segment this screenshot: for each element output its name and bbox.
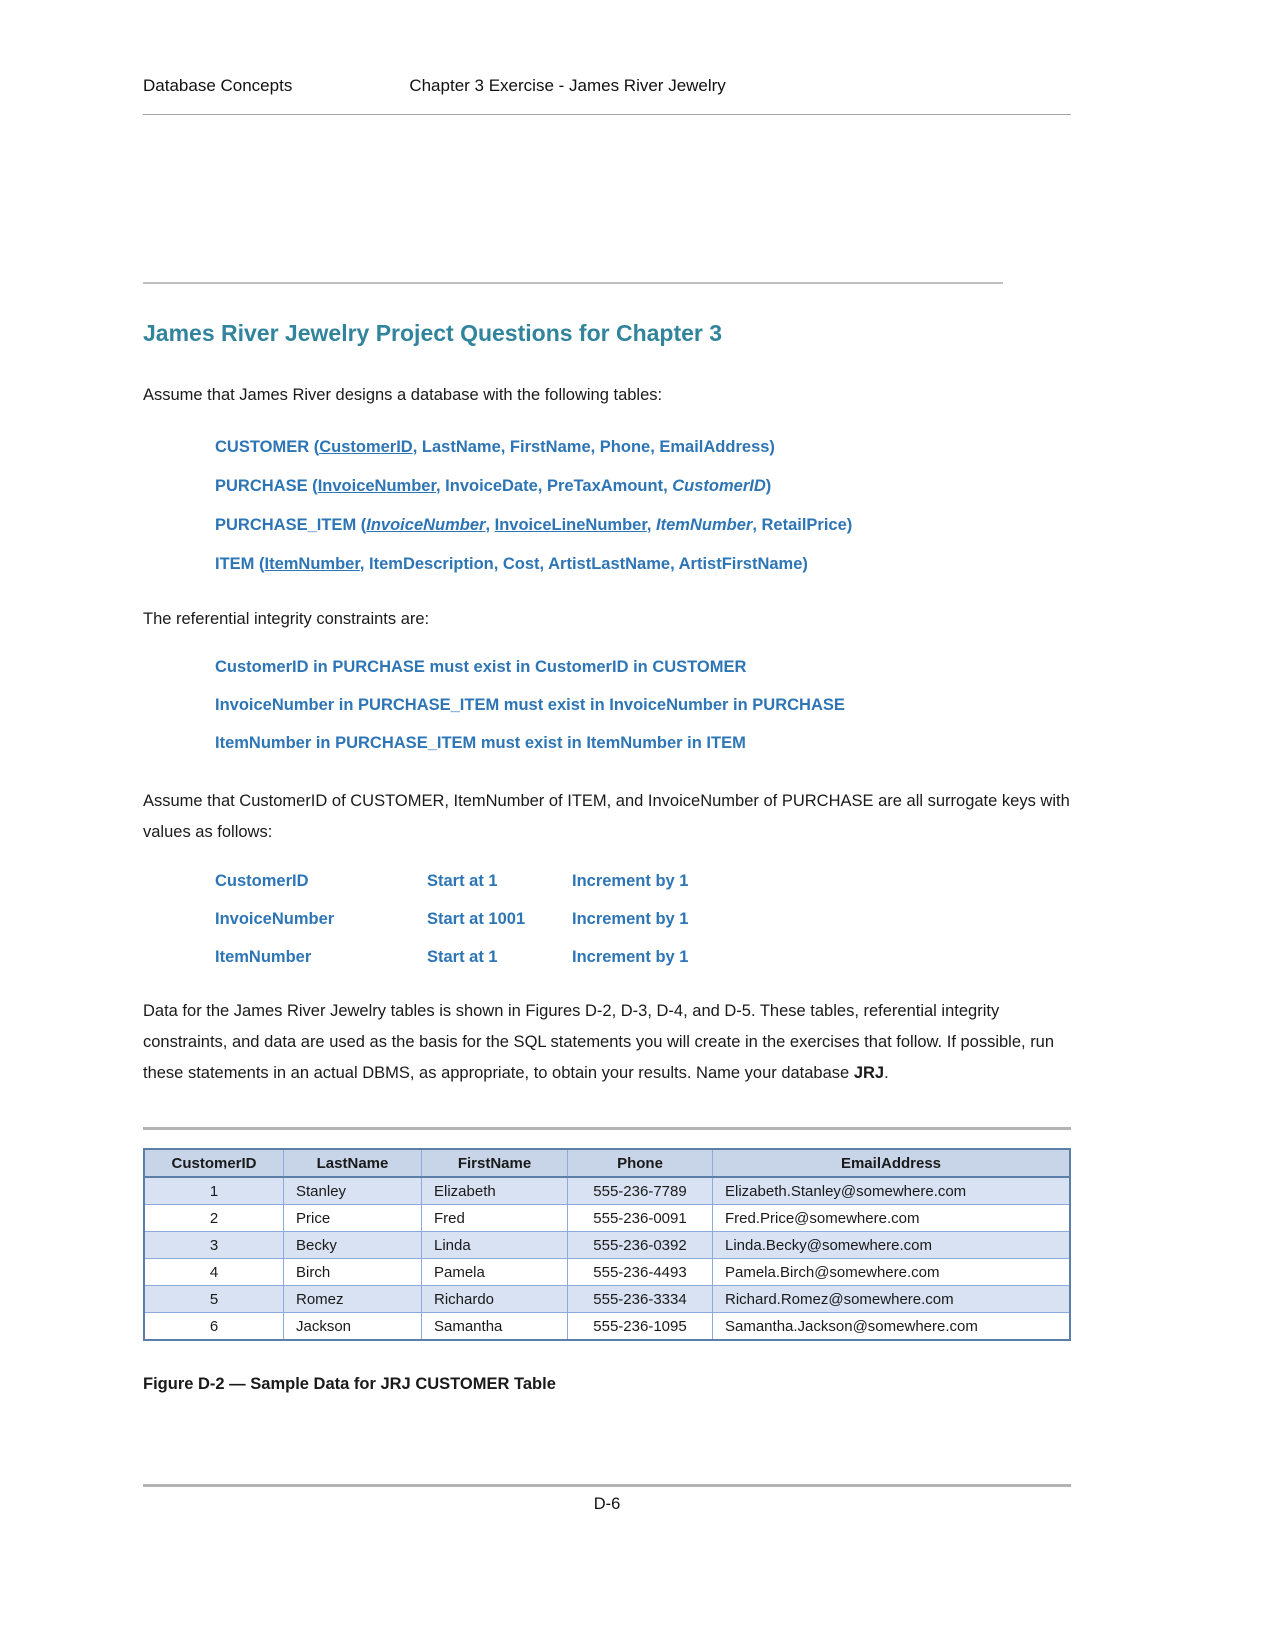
table-row	[144, 1232, 1070, 1259]
cell-first-name: Elizabeth	[422, 1177, 568, 1205]
surrogate-key-name: ItemNumber	[215, 948, 312, 966]
cell-last-name: Stanley	[284, 1177, 422, 1205]
table-row	[144, 1313, 1070, 1341]
cell-customer-id: 1	[144, 1177, 284, 1205]
page-number: D-6	[593, 1495, 621, 1513]
cell-phone: 555-236-7789	[568, 1177, 713, 1205]
table-row	[144, 1177, 1070, 1205]
running-header	[143, 76, 1071, 96]
table-row	[144, 1286, 1070, 1313]
col-header-email-address: EmailAddress	[713, 1149, 1071, 1177]
cell-email-address: Linda.Becky@somewhere.com	[713, 1232, 1071, 1259]
schema-text: PURCHASE_ITEM (	[215, 516, 367, 534]
surrogate-intro-paragraph: Assume that CustomerID of CUSTOMER, ItemNumber of ITEM, and InvoiceNumber of PURCHASE are all surrogate keys with values as follows:	[143, 792, 1070, 841]
surrogate-key-start: Start at 1	[427, 948, 498, 966]
data-note-text: .	[884, 1064, 889, 1082]
data-note-text: Data for the James River Jewelry tables is shown in Figures D-2, D-3, D-4, and D-5. These tables, referential integrity constraints, and data are used as the basis for the SQL statements you will create in the exercises that follow. If possible, run these statements in an actual DBMS, as appropriate, to obtain your results. Name your database	[143, 1002, 1055, 1082]
surrogate-key-increment: Increment by 1	[572, 910, 689, 928]
cell-last-name: Romez	[284, 1286, 422, 1313]
cell-email-address: Pamela.Birch@somewhere.com	[713, 1259, 1071, 1286]
header-rule	[143, 114, 1071, 115]
schema-purchase	[215, 467, 1071, 506]
constraint-line: InvoiceNumber in PURCHASE_ITEM must exist in InvoiceNumber in PURCHASE	[215, 696, 845, 714]
col-header-customer-id: CustomerID	[144, 1149, 284, 1177]
cell-phone: 555-236-0091	[568, 1205, 713, 1232]
schema-text: , ItemDescription, Cost, ArtistLastName, ArtistFirstName)	[359, 555, 808, 573]
cell-last-name: Birch	[284, 1259, 422, 1286]
surrogate-key-name: InvoiceNumber	[215, 910, 335, 928]
cell-email-address: Samantha.Jackson@somewhere.com	[713, 1313, 1071, 1341]
surrogate-key-row	[215, 938, 1071, 976]
cell-customer-id: 6	[144, 1313, 284, 1341]
cell-first-name: Fred	[422, 1205, 568, 1232]
cell-last-name: Becky	[284, 1232, 422, 1259]
cell-phone: 555-236-3334	[568, 1286, 713, 1313]
referential-constraints	[215, 648, 1071, 762]
constraints-intro-paragraph: The referential integrity constraints are:	[143, 610, 430, 628]
surrogate-key-row	[215, 900, 1071, 938]
cell-first-name: Samantha	[422, 1313, 568, 1341]
header-row	[144, 1149, 1070, 1177]
schema-text: ,	[485, 516, 495, 534]
figure-top-rule	[143, 1127, 1071, 1130]
surrogate-key-name: CustomerID	[215, 872, 309, 890]
cell-last-name: Jackson	[284, 1313, 422, 1341]
cell-customer-id: 2	[144, 1205, 284, 1232]
schema-primary-key: CustomerID	[319, 438, 413, 456]
footer-rule	[143, 1484, 1071, 1487]
cell-customer-id: 4	[144, 1259, 284, 1286]
cell-last-name: Price	[284, 1205, 422, 1232]
schema-text: ,	[646, 516, 657, 534]
constraint-line: CustomerID in PURCHASE must exist in CustomerID in CUSTOMER	[215, 658, 747, 676]
surrogate-key-row	[215, 862, 1071, 900]
schema-text: , InvoiceDate, PreTaxAmount,	[435, 477, 673, 495]
table-schemas	[215, 428, 1071, 584]
schema-text: )	[765, 477, 772, 495]
schema-customer	[215, 428, 1071, 467]
schema-primary-foreign-key: InvoiceNumber	[366, 516, 486, 534]
schema-foreign-key: CustomerID	[672, 477, 766, 495]
cell-first-name: Linda	[422, 1232, 568, 1259]
cell-email-address: Fred.Price@somewhere.com	[713, 1205, 1071, 1232]
page-title: James River Jewelry Project Questions for Chapter 3	[143, 320, 723, 346]
schema-text: , RetailPrice)	[752, 516, 853, 534]
cell-email-address: Elizabeth.Stanley@somewhere.com	[713, 1177, 1071, 1205]
table-row	[144, 1259, 1070, 1286]
schema-primary-key: InvoiceNumber	[317, 477, 436, 495]
schema-primary-key: InvoiceLineNumber	[494, 516, 647, 534]
cell-email-address: Richard.Romez@somewhere.com	[713, 1286, 1071, 1313]
surrogate-key-increment: Increment by 1	[572, 872, 689, 890]
cell-customer-id: 5	[144, 1286, 284, 1313]
customer-table-body	[144, 1177, 1070, 1340]
cell-first-name: Pamela	[422, 1259, 568, 1286]
schema-text: PURCHASE (	[215, 477, 318, 495]
intro-paragraph: Assume that James River designs a database with the following tables:	[143, 386, 663, 404]
data-note-paragraph	[143, 996, 1071, 1089]
database-name: JRJ	[853, 1064, 885, 1082]
surrogate-key-increment: Increment by 1	[572, 948, 689, 966]
page-content	[143, 0, 1071, 1394]
cell-phone: 555-236-1095	[568, 1313, 713, 1341]
schema-item	[215, 545, 1071, 584]
figure-caption: Figure D-2 — Sample Data for JRJ CUSTOMER Table	[143, 1375, 556, 1393]
table-row	[144, 1205, 1070, 1232]
col-header-first-name: FirstName	[422, 1149, 568, 1177]
schema-text: CUSTOMER (	[215, 438, 320, 456]
surrogate-key-list	[215, 862, 1071, 976]
schema-primary-key: ItemNumber	[264, 555, 360, 573]
surrogate-key-start: Start at 1001	[427, 910, 526, 928]
schema-text: ITEM (	[215, 555, 265, 573]
schema-text: , LastName, FirstName, Phone, EmailAddress)	[412, 438, 775, 456]
section-rule	[143, 282, 1003, 284]
cell-first-name: Richardo	[422, 1286, 568, 1313]
page-footer	[143, 1484, 1071, 1514]
surrogate-key-start: Start at 1	[427, 872, 498, 890]
customer-table	[143, 1148, 1071, 1341]
customer-table-head	[144, 1149, 1070, 1177]
schema-purchase-item	[215, 506, 1071, 545]
header-chapter-title: Chapter 3 Exercise - James River Jewelry	[409, 76, 726, 95]
cell-customer-id: 3	[144, 1232, 284, 1259]
cell-phone: 555-236-0392	[568, 1232, 713, 1259]
col-header-phone: Phone	[568, 1149, 713, 1177]
col-header-last-name: LastName	[284, 1149, 422, 1177]
cell-phone: 555-236-4493	[568, 1259, 713, 1286]
schema-foreign-key: ItemNumber	[656, 516, 753, 534]
constraint-line: ItemNumber in PURCHASE_ITEM must exist in ItemNumber in ITEM	[215, 734, 746, 752]
header-book-title: Database Concepts	[143, 76, 293, 95]
